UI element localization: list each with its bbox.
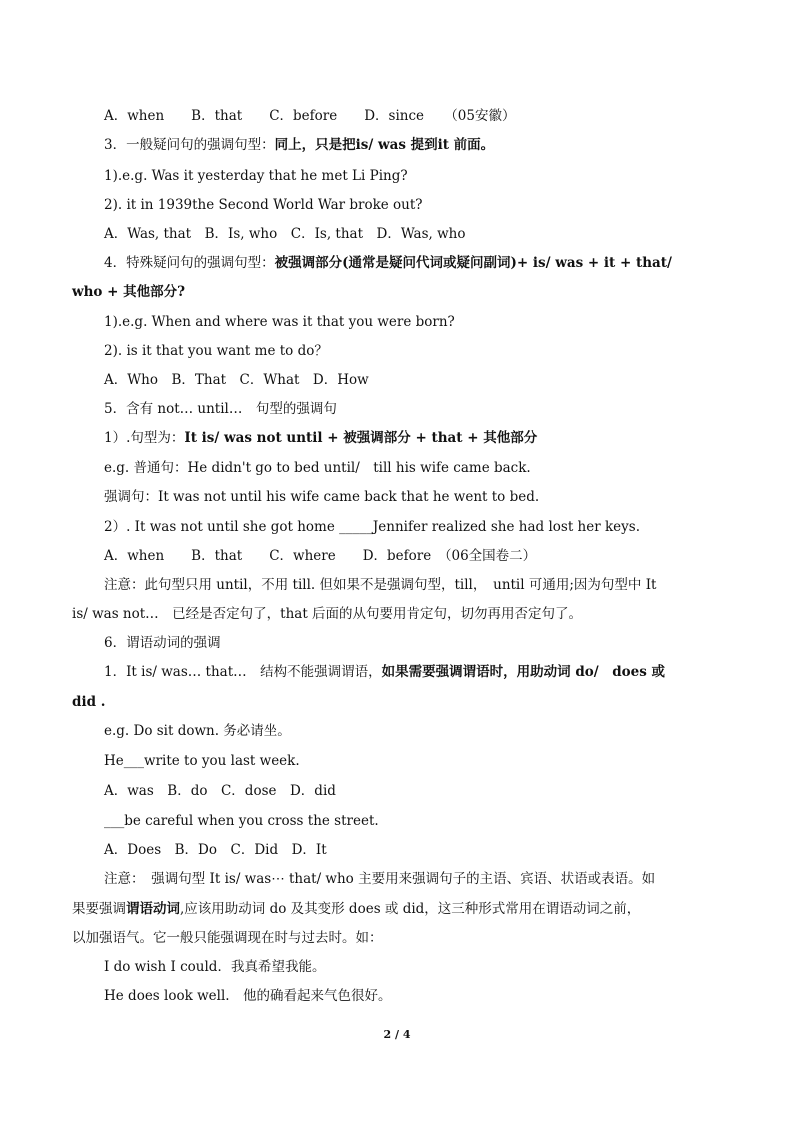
text: 以加强语气。它一般只能强调现在时与过去时。如： xyxy=(72,930,383,946)
bold-text: It is/ was not until + 被强调部分 + that + 其他部分 xyxy=(184,430,538,446)
text: A．Does B．Do C．Did D．It xyxy=(104,842,327,858)
text-line xyxy=(72,899,640,919)
text-line xyxy=(104,781,336,801)
text-line xyxy=(104,224,465,244)
bold-text: 如果需要强调谓语时，用助动词 do/ does 或 xyxy=(381,664,666,680)
text-line xyxy=(104,195,423,215)
text: He does look well. 他的确看起来气色很好。 xyxy=(104,988,392,1004)
text-line xyxy=(104,370,369,390)
text: 1).e.g. When and where was it that you were born? xyxy=(104,314,455,330)
text: 2）. It was not until she got home _____Jennifer realized she had lost her keys. xyxy=(104,519,640,535)
text-line xyxy=(104,986,392,1006)
text-line xyxy=(104,399,337,419)
text-line xyxy=(104,869,655,889)
bold-text: 同上，只是把is/ was 提到it 前面。 xyxy=(274,137,495,153)
text: 注意： 强调句型 It is/ was⋯ that/ who 主要用来强调句子的主语、宾语、状语或表语。如 xyxy=(104,871,656,887)
text: 果要强调 xyxy=(72,901,126,917)
text-line xyxy=(104,721,291,741)
text: ___be careful when you cross the street. xyxy=(104,813,379,829)
bold-text: 被强调部分(通常是疑问代词或疑问副词)+ is/ was + it + that/ xyxy=(274,255,672,271)
text-line xyxy=(104,662,665,682)
page-number: 2 / 4 xyxy=(383,1028,411,1041)
text-line xyxy=(104,575,656,595)
text-line xyxy=(104,487,539,507)
text: 5．含有 not… until… 句型的强调句 xyxy=(104,401,337,417)
bold-text: did . xyxy=(72,694,106,710)
text: 4．特殊疑问句的强调句型： xyxy=(104,255,275,271)
text-line xyxy=(72,928,383,948)
text-line xyxy=(104,135,494,155)
text: 3．一般疑问句的强调句型： xyxy=(104,137,275,153)
text-line xyxy=(104,633,221,653)
text-line xyxy=(104,546,536,566)
text-line xyxy=(104,253,672,273)
text-line xyxy=(104,166,408,186)
text: 6．谓语动词的强调 xyxy=(104,635,221,651)
text: A．was B．do C．dose D．did xyxy=(104,783,336,799)
bold-text: 谓语动词 xyxy=(126,901,180,917)
text-line xyxy=(104,341,328,361)
text: A．Was, that B．Is, who C．Is, that D．Was, who xyxy=(104,226,466,242)
text: is/ was not… 已经是否定句了，that 后面的从句要用肯定句，切勿再用否定句了。 xyxy=(72,606,583,622)
text: 1）.句型为： xyxy=(104,430,185,446)
text-line xyxy=(104,840,327,860)
text: I do wish I could．我真希望我能。 xyxy=(104,959,326,975)
text-line xyxy=(104,517,640,537)
text-line xyxy=(72,604,582,624)
text-line xyxy=(72,282,185,302)
text: 1).e.g. Was it yesterday that he met Li Ping? xyxy=(104,168,408,184)
text-line xyxy=(72,692,105,712)
text: e.g. 普通句：He didn't go to bed until/ till his wife came back. xyxy=(104,460,531,476)
text-line xyxy=(104,458,531,478)
text: ,应该用助动词 do 及其变形 does 或 did，这三种形式常用在谓语动词之前， xyxy=(180,901,641,917)
text: He___write to you last week. xyxy=(104,753,300,769)
text-line xyxy=(104,428,537,448)
text: 注意：此句型只用 until，不用 till. 但如果不是强调句型，till， until 可通用;因为句型中 It xyxy=(104,577,657,593)
text-line xyxy=(104,106,515,126)
text-line xyxy=(104,312,455,332)
text-line xyxy=(104,957,325,977)
text-line xyxy=(104,811,379,831)
text: 1．It is/ was… that… 结构不能强调谓语， xyxy=(104,664,382,680)
text: 强调句：It was not until his wife came back that he went to bed. xyxy=(104,489,540,505)
text: A．Who B．That C．What D．How xyxy=(104,372,369,388)
text-line xyxy=(104,751,300,771)
text: A．when B．that C．where D．before （06全国卷二） xyxy=(104,548,537,564)
bold-text: who + 其他部分? xyxy=(72,284,186,300)
text: A．when B．that C．before D．since （05安徽） xyxy=(104,108,516,124)
text: 2). it in 1939the Second World War broke out? xyxy=(104,197,423,213)
text: 2). is it that you want me to do？ xyxy=(104,343,328,359)
text: e.g. Do sit down. 务必请坐。 xyxy=(104,723,291,739)
